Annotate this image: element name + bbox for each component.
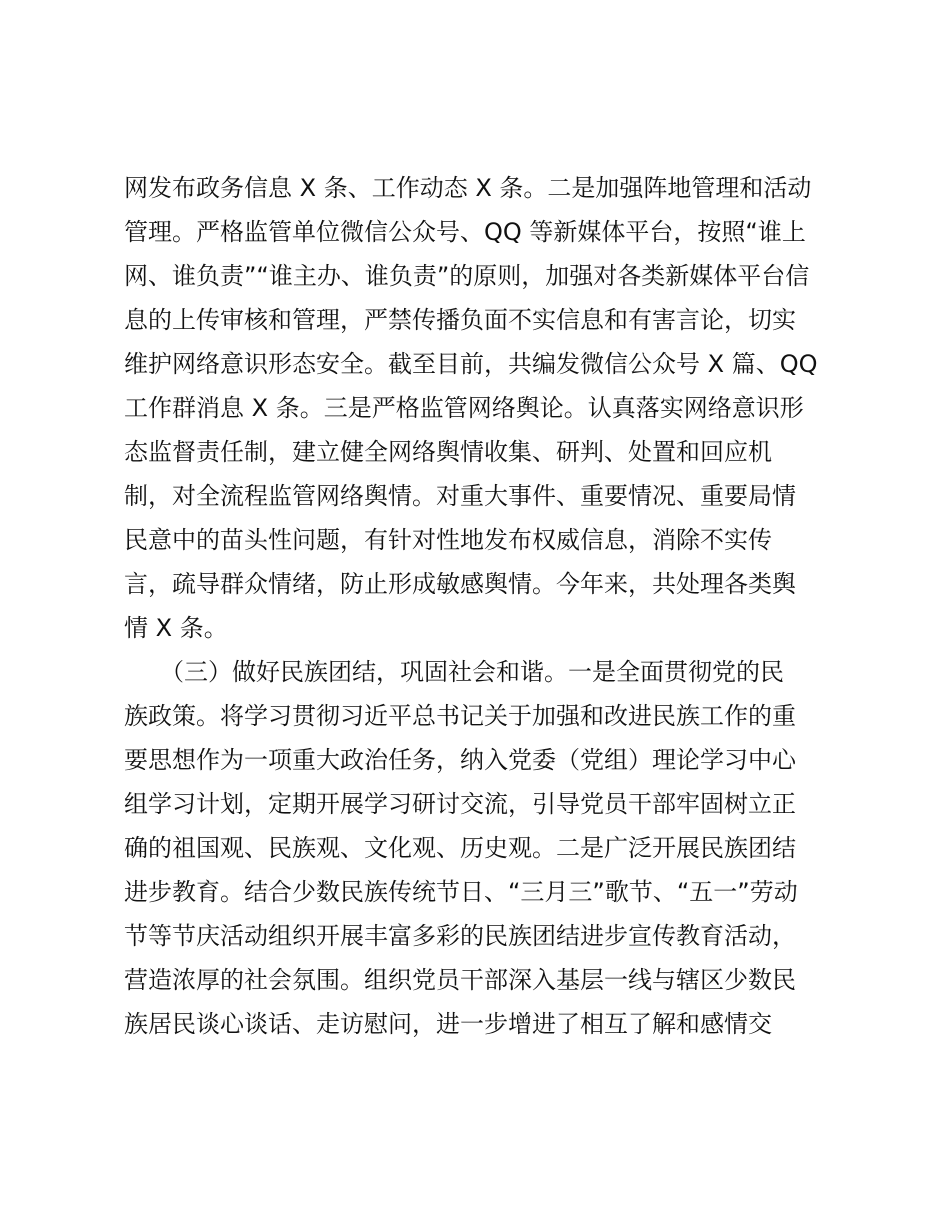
text-line: 要思想作为一项重大政治任务，纳入党委（党组）理论学习中心 [124,746,796,774]
text-line: 进步教育。结合少数民族传统节日、“三月三”歌节、“五一”劳动 [124,878,798,906]
text-line: 民意中的苗头性问题，有针对性地发布权威信息，消除不实传 [124,526,772,554]
text-line: 营造浓厚的社会氛围。组织党员干部深入基层一线与辖区少数民 [124,966,796,994]
text-line: 制，对全流程监管网络舆情。对重大事件、重要情况、重要局情 [124,482,796,510]
text-line: 情 X 条。 [124,614,228,642]
text-line: 维护网络意识形态安全。截至目前，共编发微信公众号 X 篇、QQ [124,350,818,378]
text-line: 工作群消息 X 条。三是严格监管网络舆论。认真落实网络意识形 [124,394,804,422]
text-line: 节等节庆活动组织开展丰富多彩的民族团结进步宣传教育活动， [124,922,796,950]
text-line: 族居民谈心谈话、走访慰问，进一步增进了相互了解和感情交 [124,1010,772,1038]
text-line: 组学习计划，定期开展学习研讨交流，引导党员干部牢固树立正 [124,790,796,818]
body-text [124,166,844,1046]
section-heading-line: （三）做好民族团结，巩固社会和谐。一是全面贯彻党的民 [124,658,784,686]
text-line: 息的上传审核和管理，严禁传播负面不实信息和有害言论，切实 [124,306,796,334]
paragraph-ethnic-unity [124,650,844,1046]
paragraph-network-management [124,166,844,650]
text-line: 态监督责任制，建立健全网络舆情收集、研判、处置和回应机 [124,438,772,466]
text-line: 言，疏导群众情绪，防止形成敏感舆情。今年来，共处理各类舆 [124,570,796,598]
text-line: 确的祖国观、民族观、文化观、历史观。二是广泛开展民族团结 [124,834,796,862]
text-line: 网发布政务信息 X 条、工作动态 X 条。二是加强阵地管理和活动 [124,174,812,202]
text-line: 族政策。将学习贯彻习近平总书记关于加强和改进民族工作的重 [124,702,796,730]
text-line: 管理。严格监管单位微信公众号、QQ 等新媒体平台，按照“谁上 [124,218,806,246]
text-line: 网、谁负责”“谁主办、谁负责”的原则，加强对各类新媒体平台信 [124,262,810,290]
